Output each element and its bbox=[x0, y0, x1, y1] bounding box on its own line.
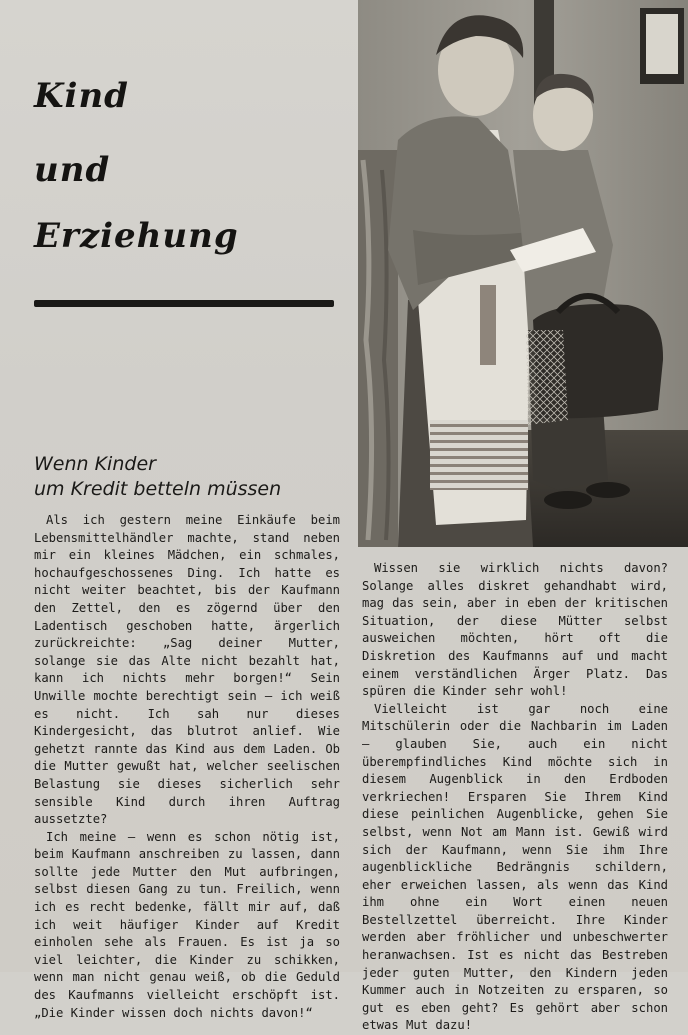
article-column-left bbox=[34, 512, 340, 1022]
article-photo bbox=[358, 0, 688, 547]
section-title-line-3: Erziehung bbox=[34, 216, 239, 256]
article-headline bbox=[34, 452, 354, 502]
article-column-right bbox=[362, 560, 668, 1035]
left-paragraph-1: Als ich gestern meine Einkäufe beim Lebensmittelhändler machte, stand neben mir ein kleines Mädchen, ein schmales, hochaufgeschossenes Ding. Ich hatte es nicht weiter beachtet, bis der Kaufmann den Zettel, den es zögernd über den Ladentisch geschoben hatte, ärgerlich zurückreichte: „Sag deiner Mutter, solange sie das Alte nicht bezahlt hat, kann ich nichts mehr borgen!“ Sein Unwille mochte berechtigt sein — ich weiß es nicht. Ich sah nur dieses Kindergesicht, das blutrot anlief. Wie gehetzt rannte das Kind aus dem Laden. Ob die Mutter gewußt hat, welcher seelischen Belastung sie dieses sicherlich sehr sensible Kind durch ihren Auftrag aussetzte? bbox=[34, 513, 340, 827]
section-title-line-1: Kind bbox=[34, 76, 129, 116]
right-paragraph-1: Wissen sie wirklich nichts davon? Solange alles diskret gehandhabt wird, mag das sein, aber in eben der kritischen Situation, der diese Mütter selbst ausweichen möchten, hört oft die Diskretion des Kaufmanns auf und macht einem verständlichen Ärger Platz. Das spüren die Kinder sehr wohl! bbox=[362, 561, 668, 699]
headline-line-2: um Kredit betteln müssen bbox=[34, 478, 282, 500]
right-paragraph-2: Vielleicht ist gar noch eine Mitschülerin oder die Nachbarin im Laden — glauben Sie, auch ein nicht überempfindliches Kind möchte sich in diesem Augenblick in den Erdboden verkriechen! Ersparen Sie Ihrem Kind diese peinlichen Augenblicke, gehen Sie selbst, wenn Not am Mann ist. Gewiß wird sich der Kaufmann, wenn Sie ihm Ihre augenblickliche Bedrängnis schildern, eher erweichen lassen, als wenn das Kind ihm ohne ein Wort einen neuen Bestellzettel überreicht. Ihre Kinder werden aber fröhlicher und unbeschwerter heranwachsen. Ist es nicht das Bestreben jeder guten Mutter, den Kindern jeden Kummer auch in Notzeiten zu ersparen, so gut es eben geht? Es gehört aber schon etwas Mut dazu! bbox=[362, 701, 668, 1033]
photo-mother-and-boy-icon bbox=[358, 0, 688, 547]
left-paragraph-2: Ich meine — wenn es schon nötig ist, beim Kaufmann anschreiben zu lassen, dann sollte jede Mutter den Mut aufbringen, selbst diesen Gang zu tun. Freilich, wenn ich es recht bedenke, fällt mir auf, daß ich weit häufiger Kinder auf Kredit einholen sehe als Frauen. Es ist ja so viel leichter, die Kinder zu schikken, wenn man nicht genau weiß, ob die Geduld des Kaufmanns vielleicht erschöpft ist. „Die Kinder wissen doch nichts davon!“ bbox=[34, 829, 340, 1020]
title-divider-rule bbox=[34, 300, 334, 307]
section-title-line-2: und bbox=[34, 150, 111, 190]
headline-line-1: Wenn Kinder bbox=[34, 453, 156, 475]
